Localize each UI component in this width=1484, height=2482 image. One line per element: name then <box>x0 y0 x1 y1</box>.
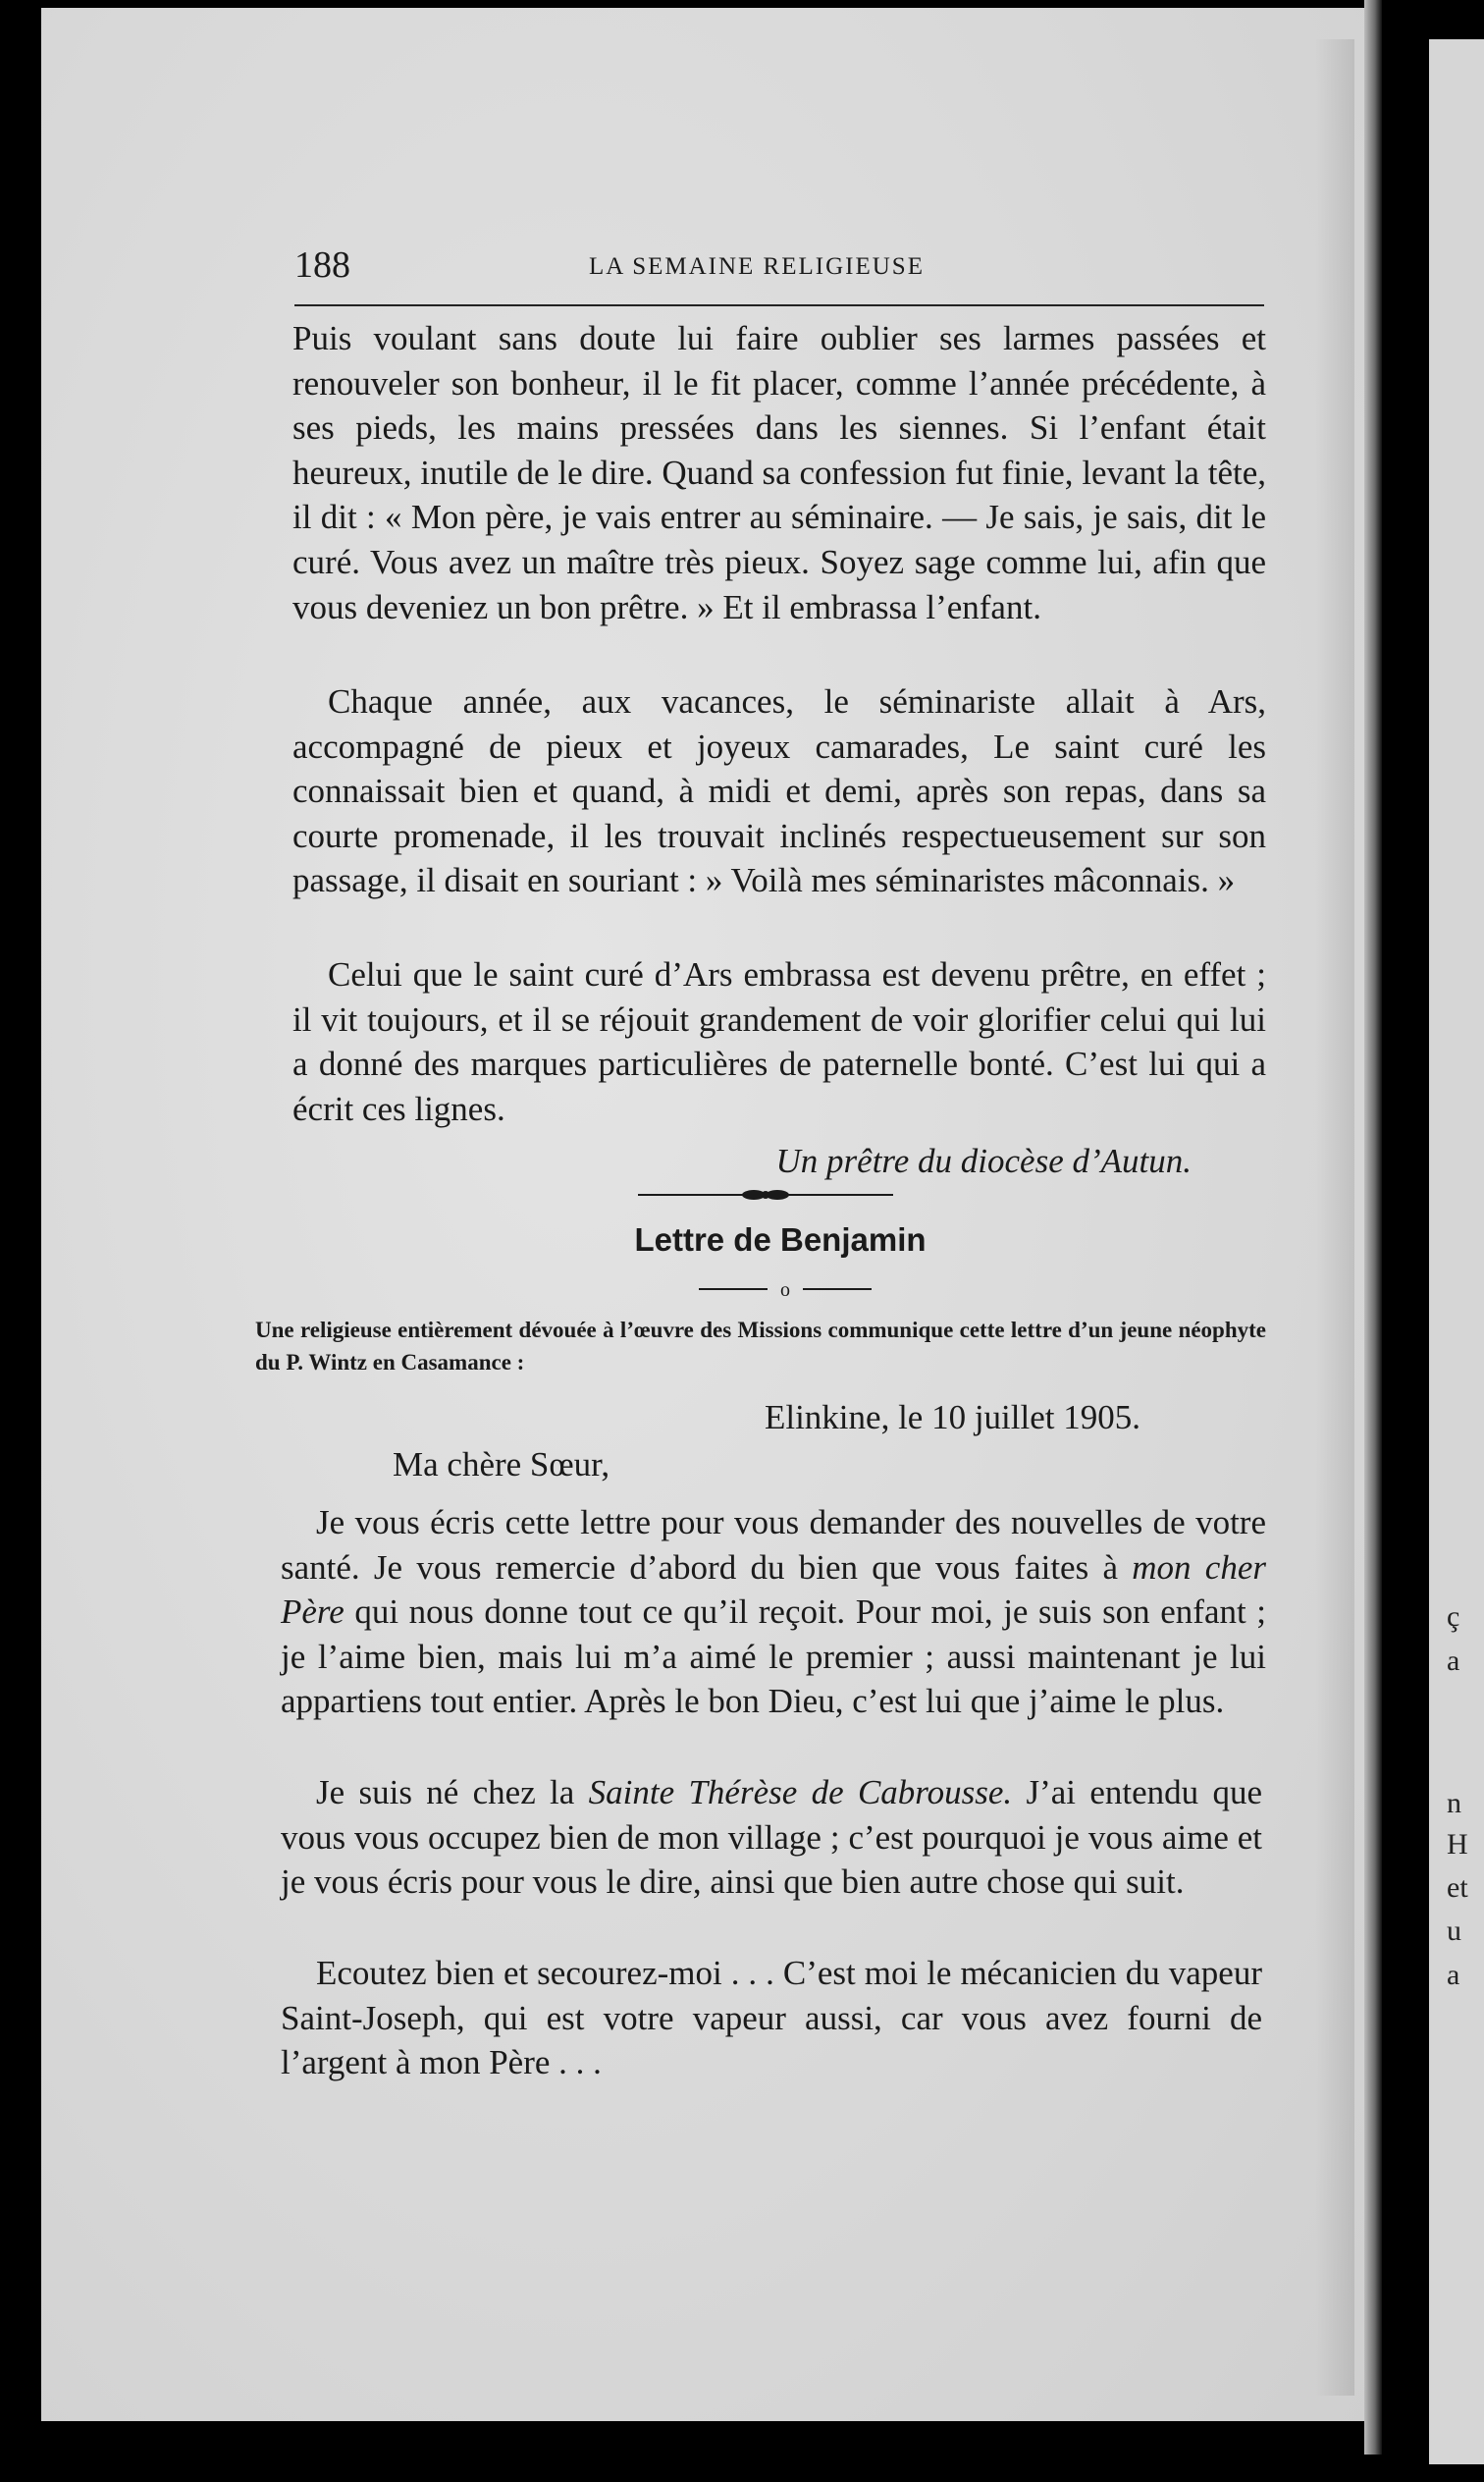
running-header <box>294 243 1266 302</box>
adjacent-fragment: et <box>1447 1871 1468 1904</box>
letter-intro: Une religieuse entièrement dévouée à l’œuvre des Missions communique cette lettre d’un jeune néophyte du P. Wintz en Casamance : <box>255 1318 1266 1375</box>
letter-text: Je vous écris cette lettre pour vous demander des nouvelles de votre santé. Je vous remercie d’abord du bien que vous faites à <box>281 1503 1266 1587</box>
letter-dateline: Elinkine, le 10 juillet 1905. <box>764 1398 1140 1436</box>
adjacent-fragment: ç <box>1447 1600 1460 1633</box>
header-rule <box>294 304 1264 306</box>
page-shadow <box>1315 39 1354 2396</box>
adjacent-fragment: u <box>1447 1915 1461 1947</box>
body-paragraph: Chaque année, aux vacances, le séminariste allait à Ars, accompagné de pieux et joyeux camarades, Le saint curé les connaissait bien et quand, à midi et demi, après son repas, dans sa courte promenade, il les trouvait inclinés respectueusement sur son passage, il disait en souriant : » Voilà mes séminaristes mâconnais. » <box>292 682 1266 900</box>
letter-paragraph <box>281 1500 1266 1724</box>
running-title: LA SEMAINE RELIGIEUSE <box>589 253 925 280</box>
adjacent-fragment: H <box>1447 1828 1468 1861</box>
letter-emphasis: Sainte Thérèse de Cabrousse. <box>588 1773 1013 1811</box>
small-divider <box>699 1276 872 1302</box>
page-number: 188 <box>294 244 350 286</box>
article-title: Lettre de Benjamin <box>634 1221 927 1258</box>
adjacent-fragment: n <box>1447 1787 1461 1819</box>
letter-text: qui nous donne tout ce qu’il reçoit. Pour moi, je suis son enfant ; je l’aime bien, mais lui m’a aimé le premier ; aussi maintenant je lui appartiens tout entier. Après le bon Dieu, c’est lui que j’aime le plus. <box>281 1592 1266 1721</box>
adjacent-fragment: a <box>1447 1959 1460 1991</box>
page-edge <box>1364 0 1382 2455</box>
letter-text: Je suis né chez la <box>316 1773 589 1811</box>
body-paragraph: Celui que le saint curé d’Ars embrassa est devenu prêtre, en effet ; il vit toujours, et il se réjouit grandement de voir glorifier celui qui lui a donné des marques particulières de paternelle bonté. C’est lui qui a écrit ces lignes. <box>292 955 1266 1128</box>
adjacent-fragment: a <box>1447 1645 1460 1677</box>
letter-paragraph: Ecoutez bien et secourez-moi . . . C’est moi le mécanicien du vapeur Saint-Joseph, qui est votre vapeur aussi, car vous avez fourni de l’argent à mon Père . . . <box>281 1954 1262 2082</box>
adjacent-page-fragment <box>1429 39 1484 2464</box>
body-paragraph: Puis voulant sans doute lui faire oublier ses larmes passées et renouveler son bonheur, il le fit placer, comme l’année précédente, à ses pieds, les mains pressées dans les siennes. Si l’enfant était heureux, inutile de le dire. Quand sa confession fut finie, levant la tête, il dit : « Mon père, je vais entrer au séminaire. — Je sais, je sais, dit le curé. Vous avez un maître très pieux. Soyez sage comme lui, afin que vous deveniez un bon prêtre. » Et il embrassa l’enfant. <box>292 319 1266 626</box>
signature: Un prêtre du diocèse d’Autun. <box>775 1142 1192 1180</box>
letter-salutation: Ma chère Sœur, <box>393 1445 610 1484</box>
letter-paragraph <box>281 1770 1262 1905</box>
divider-mark: o <box>780 1279 790 1301</box>
ornament-divider <box>638 1185 893 1205</box>
letter-text: J’ai entendu que vous vous occupez bien de mon village ; c’est pourquoi je vous aime et je vous écris pour vous le dire, ainsi que bien autre chose qui suit. <box>281 1773 1262 1902</box>
letter-emphasis: mon cher Père <box>281 1547 1266 1632</box>
